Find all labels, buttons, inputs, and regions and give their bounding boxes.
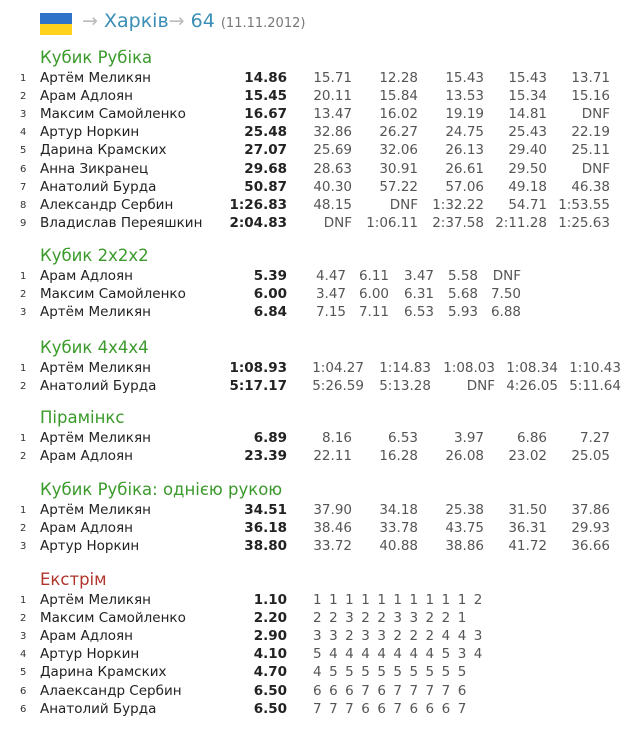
attempt-scores: 7 7 7 6 6 7 6 6 6 7 [313, 700, 468, 717]
attempt-time: 19.19 [445, 106, 484, 123]
competitor-name[interactable]: Анна Зикранец [40, 160, 149, 177]
attempt-time: 2:11.28 [495, 214, 547, 231]
competitor-name[interactable]: Артур Норкин [40, 646, 140, 663]
attempt-time: 34.18 [379, 502, 418, 518]
result-row [0, 304, 633, 322]
attempt-time: 1:06.11 [366, 214, 418, 231]
attempt-time: 12.28 [379, 70, 418, 86]
attempt-time: 57.06 [445, 178, 484, 195]
competitor-name[interactable]: Анатолий Бурда [40, 378, 157, 395]
rank: 3 [20, 109, 27, 121]
rank: 2 [20, 91, 27, 103]
result-row [0, 88, 633, 106]
attempt-time: 33.78 [379, 520, 418, 537]
result-row [0, 592, 633, 610]
attempt-time: 3.47 [403, 268, 434, 284]
competitor-name[interactable]: Артём Меликян [40, 430, 151, 446]
competitor-name[interactable]: Артур Норкин [40, 124, 140, 141]
attempt-time: 1:53.55 [558, 196, 610, 213]
rank: 3 [20, 541, 27, 553]
best-result: 6.00 [253, 286, 287, 303]
event-title: Кубик Рубіка [40, 48, 153, 67]
result-row [0, 161, 633, 179]
result-row [0, 664, 633, 682]
best-result: 50.87 [244, 178, 287, 195]
best-result: 34.51 [244, 502, 287, 518]
attempt-time: 29.40 [508, 142, 547, 159]
best-result: 6.84 [253, 304, 287, 321]
attempt-time: 7.50 [490, 286, 521, 303]
attempt-time: 5:13.28 [379, 378, 431, 395]
result-row [0, 628, 633, 646]
best-result: 4.10 [253, 646, 287, 663]
rank: 2 [20, 451, 27, 463]
attempt-time: 38.46 [313, 520, 352, 537]
arrow-icon: → [168, 10, 185, 32]
best-result: 4.70 [253, 664, 287, 681]
attempt-time: DNF [323, 214, 352, 231]
result-row [0, 70, 633, 88]
attempt-time: 15.43 [445, 70, 484, 86]
competitor-name[interactable]: Артём Меликян [40, 70, 151, 86]
attempt-time: 1:08.03 [443, 360, 495, 376]
attempt-time: 46.38 [571, 178, 610, 195]
best-result: 15.45 [244, 88, 287, 105]
attempt-scores: 1 1 1 1 1 1 1 1 1 1 2 [313, 592, 484, 608]
attempt-time: 1:10.43 [569, 360, 621, 376]
best-result: 29.68 [244, 160, 287, 177]
result-row [0, 646, 633, 664]
attempt-time: 22.19 [571, 124, 610, 141]
attempt-time: 13.71 [571, 70, 610, 86]
rank: 2 [20, 381, 27, 393]
best-result: 5:17.17 [229, 378, 287, 395]
rank: 5 [20, 145, 27, 157]
competitor-name[interactable]: Алаександр Сербин [40, 682, 182, 699]
competitor-name[interactable]: Анатолий Бурда [40, 178, 157, 195]
rank: 9 [20, 217, 27, 229]
competitor-name[interactable]: Владислав Переяшкин [40, 214, 203, 231]
attempt-time: 25.11 [571, 142, 610, 159]
competitor-name[interactable]: Артур Норкин [40, 538, 140, 555]
result-row [0, 430, 633, 448]
attempt-time: 32.86 [313, 124, 352, 141]
attempt-time: 54.71 [508, 196, 547, 213]
attempt-time: 25.05 [571, 448, 610, 465]
best-result: 16.67 [244, 106, 287, 123]
best-result: 2.90 [253, 628, 287, 645]
attempt-time: 32.06 [379, 142, 418, 159]
rank: 2 [20, 613, 27, 625]
competitor-name[interactable]: Арам Адлоян [40, 268, 133, 284]
rank: 4 [20, 649, 27, 661]
attempt-time: 8.16 [321, 430, 352, 446]
best-result: 6.50 [253, 682, 287, 699]
attempt-time: 3.97 [453, 430, 484, 446]
rank: 1 [20, 433, 27, 444]
result-row [0, 106, 633, 124]
attempt-time: 5.58 [447, 268, 478, 284]
competitor-name[interactable]: Дарина Крамских [40, 664, 167, 681]
attempt-time: 25.43 [508, 124, 547, 141]
rank: 3 [20, 631, 27, 643]
attempt-time: 2:37.58 [432, 214, 484, 231]
competitor-name[interactable]: Дарина Крамских [40, 142, 167, 159]
attempt-time: 1:25.63 [558, 214, 610, 231]
attempt-time: 26.27 [379, 124, 418, 141]
result-row [0, 179, 633, 197]
result-row [0, 268, 633, 286]
event-title: Кубик Рубіка: однією рукою [40, 480, 283, 499]
attempt-time: 5.68 [447, 286, 478, 303]
attempt-time: 16.28 [379, 448, 418, 465]
competitor-name[interactable]: Артём Меликян [40, 592, 151, 608]
attempt-time: 6.86 [516, 430, 547, 446]
attempt-time: DNF [581, 106, 610, 123]
attempt-time: 20.11 [313, 88, 352, 105]
result-row [0, 378, 633, 396]
result-row [0, 286, 633, 304]
rank: 6 [20, 703, 27, 715]
attempt-time: 14.81 [508, 106, 547, 123]
competitor-name[interactable]: Арам Адлоян [40, 628, 133, 645]
rank: 6 [20, 163, 27, 175]
attempt-time: 4:26.05 [506, 378, 558, 395]
attempt-time: 29.93 [571, 520, 610, 537]
attempt-time: 5.93 [447, 304, 478, 321]
competitor-name[interactable]: Анатолий Бурда [40, 700, 157, 717]
attempt-time: 6.53 [387, 430, 418, 446]
attempt-time: DNF [466, 378, 495, 395]
attempt-time: 15.71 [313, 70, 352, 86]
attempt-time: 6.53 [403, 304, 434, 321]
attempt-time: 6.88 [490, 304, 521, 321]
rank: 2 [20, 523, 27, 535]
best-result: 25.48 [244, 124, 287, 141]
ukraine-flag-icon [40, 13, 72, 35]
best-result: 14.86 [244, 70, 287, 86]
attempt-time: 29.50 [508, 160, 547, 177]
attempt-time: 33.72 [313, 538, 352, 555]
competitor-name[interactable]: Максим Самойленко [40, 286, 186, 303]
competitor-name[interactable]: Арам Адлоян [40, 448, 133, 465]
competitor-name[interactable]: Арам Адлоян [40, 520, 133, 537]
attempt-time: 37.86 [571, 502, 610, 518]
competitor-name[interactable]: Максим Самойленко [40, 106, 186, 123]
attempt-time: 36.31 [508, 520, 547, 537]
competition-number[interactable]: 64 [190, 10, 215, 32]
competitor-name[interactable]: Максим Самойленко [40, 610, 186, 627]
result-row [0, 448, 633, 466]
rank: 2 [20, 289, 27, 301]
best-result: 2.20 [253, 610, 287, 627]
best-result: 36.18 [244, 520, 287, 537]
best-result: 1:26.83 [229, 196, 287, 213]
result-row [0, 683, 633, 701]
attempt-time: 31.50 [508, 502, 547, 518]
attempt-time: 13.53 [445, 88, 484, 105]
competitor-name[interactable]: Артём Меликян [40, 360, 151, 376]
attempt-time: 48.15 [313, 196, 352, 213]
rank: 8 [20, 199, 27, 211]
result-row [0, 538, 633, 556]
attempt-time: 15.43 [508, 70, 547, 86]
attempt-time: DNF [389, 196, 418, 213]
event-title: Кубик 2x2x2 [40, 246, 149, 265]
attempt-time: 5:26.59 [312, 378, 364, 395]
attempt-time: 26.08 [445, 448, 484, 465]
result-row [0, 215, 633, 233]
competitor-name[interactable]: Арам Адлоян [40, 88, 133, 105]
result-row [0, 520, 633, 538]
rank: 6 [20, 685, 27, 697]
competition-date: (11.11.2012) [220, 16, 306, 31]
rank: 3 [20, 307, 27, 319]
attempt-time: 49.18 [508, 178, 547, 195]
attempt-time: 40.88 [379, 538, 418, 555]
attempt-scores: 4 5 5 5 5 5 5 5 5 5 [313, 664, 468, 681]
attempt-scores: 6 6 6 7 6 7 7 7 7 6 [313, 682, 468, 699]
attempt-time: 7.11 [358, 304, 389, 321]
attempt-time: 7.27 [579, 430, 610, 446]
attempt-time: 43.75 [445, 520, 484, 537]
rank: 1 [20, 271, 27, 282]
attempt-time: 38.86 [445, 538, 484, 555]
attempt-time: 40.30 [313, 178, 352, 195]
result-row [0, 701, 633, 719]
rank: 7 [20, 181, 27, 193]
best-result: 1.10 [253, 592, 287, 608]
result-row [0, 197, 633, 215]
attempt-time: 6.00 [358, 286, 389, 303]
attempt-time: 15.16 [571, 88, 610, 105]
rank: 1 [20, 363, 27, 374]
attempt-time: 26.13 [445, 142, 484, 159]
best-result: 23.39 [244, 448, 287, 465]
attempt-time: 41.72 [508, 538, 547, 555]
best-result: 5.39 [253, 268, 287, 284]
rank: 4 [20, 127, 27, 139]
attempt-time: 3.47 [315, 286, 346, 303]
attempt-time: 25.38 [445, 502, 484, 518]
best-result: 27.07 [244, 142, 287, 159]
attempt-time: 4.47 [315, 268, 346, 284]
competitor-name[interactable]: Артём Меликян [40, 502, 151, 518]
attempt-time: 1:04.27 [312, 360, 364, 376]
result-row [0, 610, 633, 628]
attempt-time: 1:14.83 [379, 360, 431, 376]
attempt-time: 15.84 [379, 88, 418, 105]
attempt-time: 36.66 [571, 538, 610, 555]
result-row [0, 142, 633, 160]
competitor-name[interactable]: Александр Сербин [40, 196, 174, 213]
attempt-time: 28.63 [313, 160, 352, 177]
attempt-time: 57.22 [379, 178, 418, 195]
attempt-time: 6.11 [358, 268, 389, 284]
best-result: 2:04.83 [229, 214, 287, 231]
breadcrumb [82, 10, 305, 32]
attempt-time: 23.02 [508, 448, 547, 465]
best-result: 1:08.93 [229, 360, 287, 376]
competitor-name[interactable]: Артём Меликян [40, 304, 151, 321]
attempt-scores: 3 3 2 3 3 2 2 2 4 4 3 [313, 628, 484, 645]
rank: 1 [20, 505, 27, 516]
attempt-time: 25.69 [313, 142, 352, 159]
attempt-time: DNF [492, 268, 521, 284]
city-link[interactable]: Харків [103, 10, 169, 32]
attempt-scores: 2 2 3 2 2 3 3 2 2 1 [313, 610, 468, 627]
rank: 1 [20, 73, 27, 84]
attempt-time: 22.11 [313, 448, 352, 465]
attempt-time: 16.02 [379, 106, 418, 123]
rank: 1 [20, 595, 27, 606]
best-result: 6.50 [253, 700, 287, 717]
event-title: Екстрім [40, 570, 107, 589]
attempt-time: 7.15 [315, 304, 346, 321]
attempt-time: 26.61 [445, 160, 484, 177]
best-result: 38.80 [244, 538, 287, 555]
attempt-time: 1:32.22 [432, 196, 484, 213]
result-row [0, 124, 633, 142]
rank: 5 [20, 667, 27, 679]
attempt-time: 24.75 [445, 124, 484, 141]
event-title: Кубик 4x4x4 [40, 338, 149, 357]
event-title: Пірамінкс [40, 408, 125, 427]
result-row [0, 502, 633, 520]
attempt-time: 30.91 [379, 160, 418, 177]
attempt-time: 1:08.34 [506, 360, 558, 376]
result-row [0, 360, 633, 378]
best-result: 6.89 [253, 430, 287, 446]
arrow-icon: → [82, 10, 98, 32]
attempt-time: 37.90 [313, 502, 352, 518]
attempt-time: 13.47 [313, 106, 352, 123]
attempt-scores: 5 4 4 4 4 4 4 4 5 3 4 [313, 646, 484, 663]
attempt-time: 6.31 [403, 286, 434, 303]
attempt-time: 5:11.64 [569, 378, 621, 395]
attempt-time: 15.34 [508, 88, 547, 105]
attempt-time: DNF [581, 160, 610, 177]
